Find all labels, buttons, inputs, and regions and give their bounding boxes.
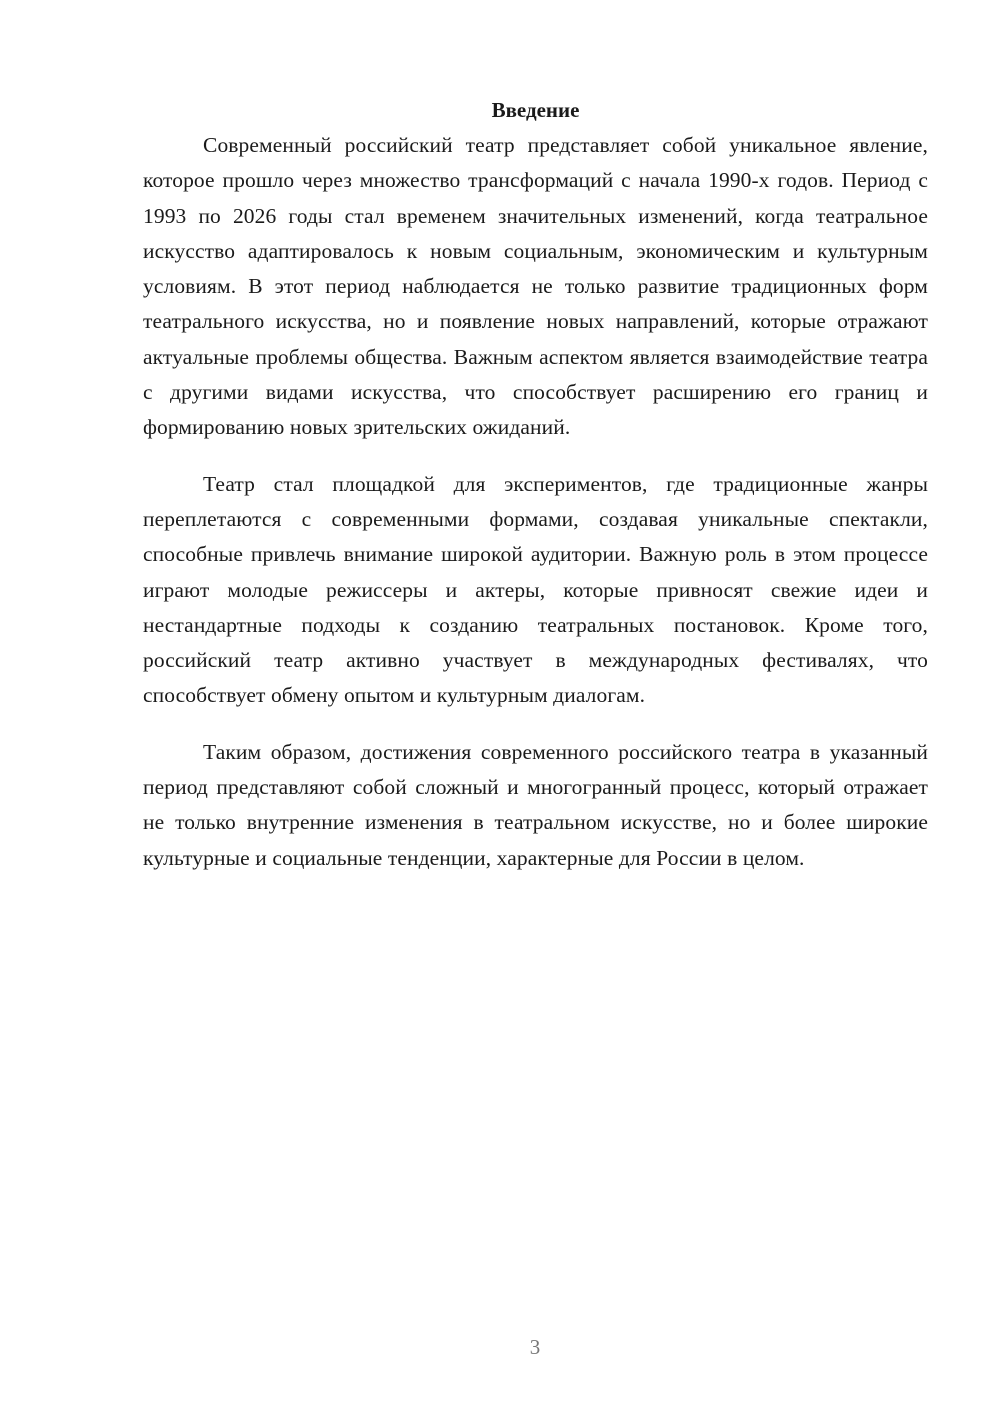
paragraph-3: Таким образом, достижения современного российского театра в указанный период представляют собой сложный и многогранный процесс, который отражает не только внутренние изменения в театральном искусстве, но и более широкие культурные и социальные тенденции, характерные для России в целом. bbox=[143, 739, 928, 870]
section-heading: Введение bbox=[491, 98, 580, 122]
paragraph-2: Театр стал площадкой для экспериментов, где традиционные жанры переплетаются с современными формами, создавая уникальные спектакли, способные привлечь внимание широкой аудитории. Важную роль в этом процессе играют молодые режиссеры и актеры, которые привносят свежие идеи и нестандартные подходы к созданию театральных постановок. Кроме того, российский театр активно участвует в международных фестивалях, что способствует обмену опытом и культурным диалогам. bbox=[143, 471, 928, 708]
text-block bbox=[143, 93, 928, 876]
page-number: 3 bbox=[529, 1335, 541, 1359]
paragraph-1: Современный российский театр представляет собой уникальное явление, которое прошло через множество трансформаций с начала 1990-х годов. Период с 1993 по 2026 годы стал временем значительных изменений, когда театральное искусство адаптировалось к новым социальным, экономическим и культурным условиям. В этот период наблюдается не только развитие традиционных форм театрального искусства, но и появление новых направлений, которые отражают актуальные проблемы общества. Важным аспектом является взаимодействие театра с другими видами искусства, что способствует расширению его границ и формированию новых зрительских ожиданий. bbox=[143, 133, 928, 440]
